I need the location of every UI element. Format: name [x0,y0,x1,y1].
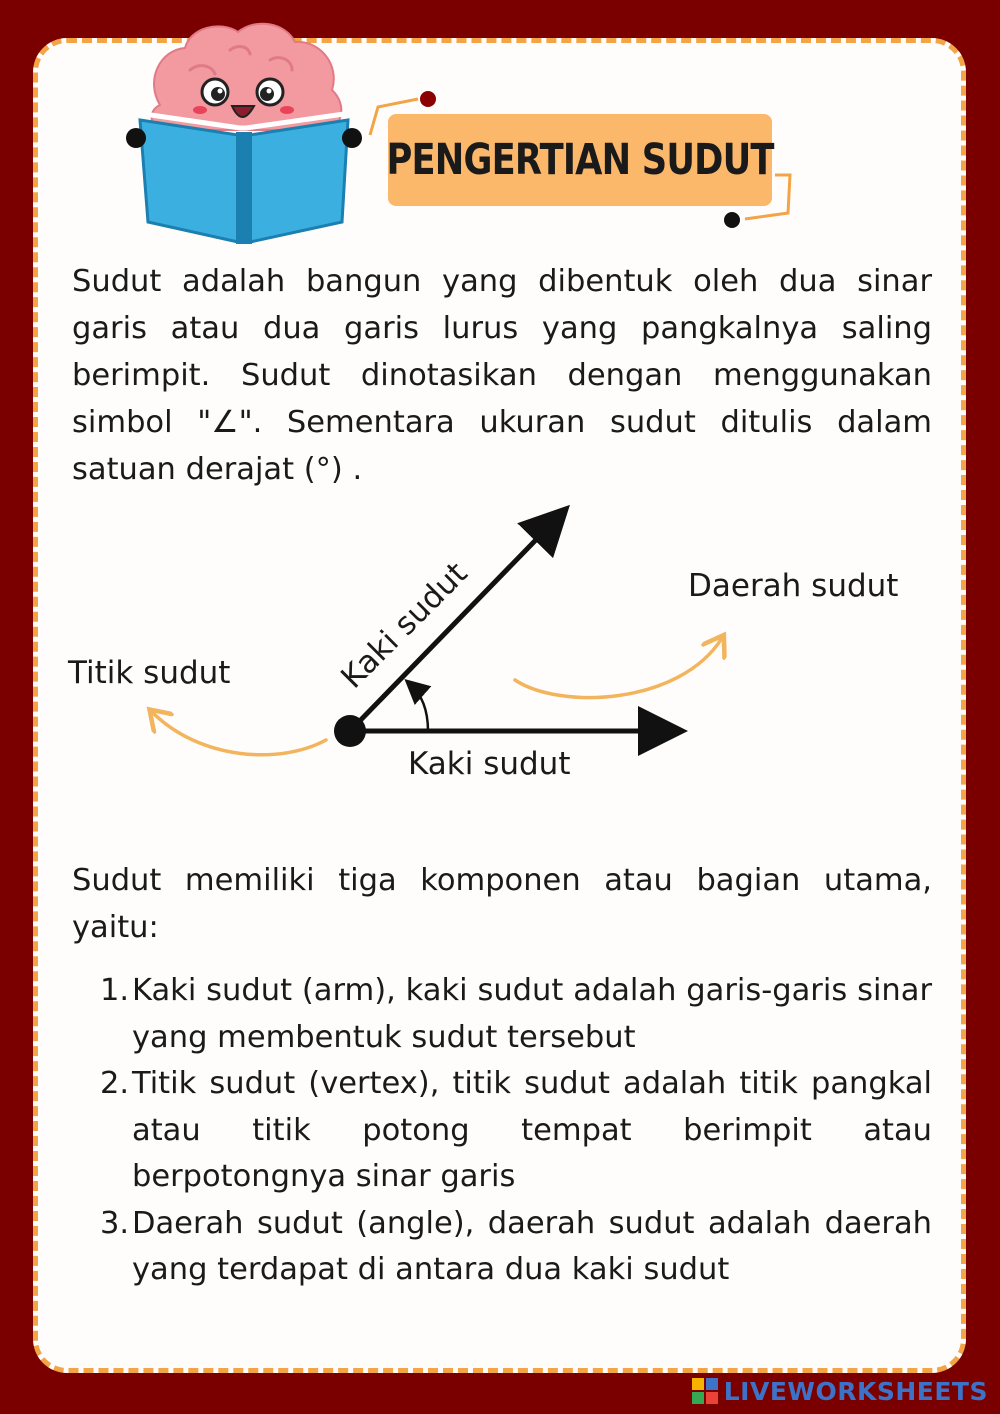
liveworksheets-logo-icon [692,1378,718,1404]
list-item [72,968,932,1061]
arm-label-horizontal: Kaki sudut [408,746,571,782]
liveworksheets-brand: LIVEWORKSHEETS [723,1376,988,1406]
liveworksheets-logo[interactable] [692,1374,988,1408]
list-text: Kaki sudut (arm), kaki sudut adalah garis-garis sinar yang membentuk sudut tersebut [132,973,932,1055]
region-label: Daerah sudut [688,568,899,604]
vertex-label: Titik sudut [68,655,231,691]
title-box [388,114,772,206]
arm-label-slanted: Kaki sudut [334,555,475,696]
components-list [72,968,932,1294]
components-intro: Sudut memiliki tiga komponen atau bagian utama, yaitu: [72,863,932,945]
list-item [72,1061,932,1201]
list-text: Titik sudut (vertex), titik sudut adalah titik pangkal atau titik potong tempat berimpit atau berpotongnya sinar garis [132,1066,932,1194]
region-pointer-arrow [515,638,722,698]
angle-diagram [0,490,1000,810]
list-item [72,1201,932,1294]
brain-mascot-icon [120,10,370,245]
angle-arc [410,684,428,731]
vertex-pointer-arrow [152,712,326,755]
vertex-point [334,715,366,747]
list-number: 2. [100,1066,130,1101]
list-number: 1. [100,973,130,1008]
intro-paragraph: Sudut adalah bangun yang dibentuk oleh dua sinar garis atau dua garis lurus yang pangkalnya saling berimpit. Sudut dinotasikan dengan menggunakan simbol "∠". Sementara ukuran sudut ditulis dalam satuan derajat (°) . [72,264,932,487]
page-title: PENGERTIAN SUDUT [386,135,774,185]
list-number: 3. [100,1205,130,1241]
list-text: Daerah sudut (angle), daerah sudut adalah daerah yang terdapat di antara dua kaki sudut [132,1205,932,1287]
